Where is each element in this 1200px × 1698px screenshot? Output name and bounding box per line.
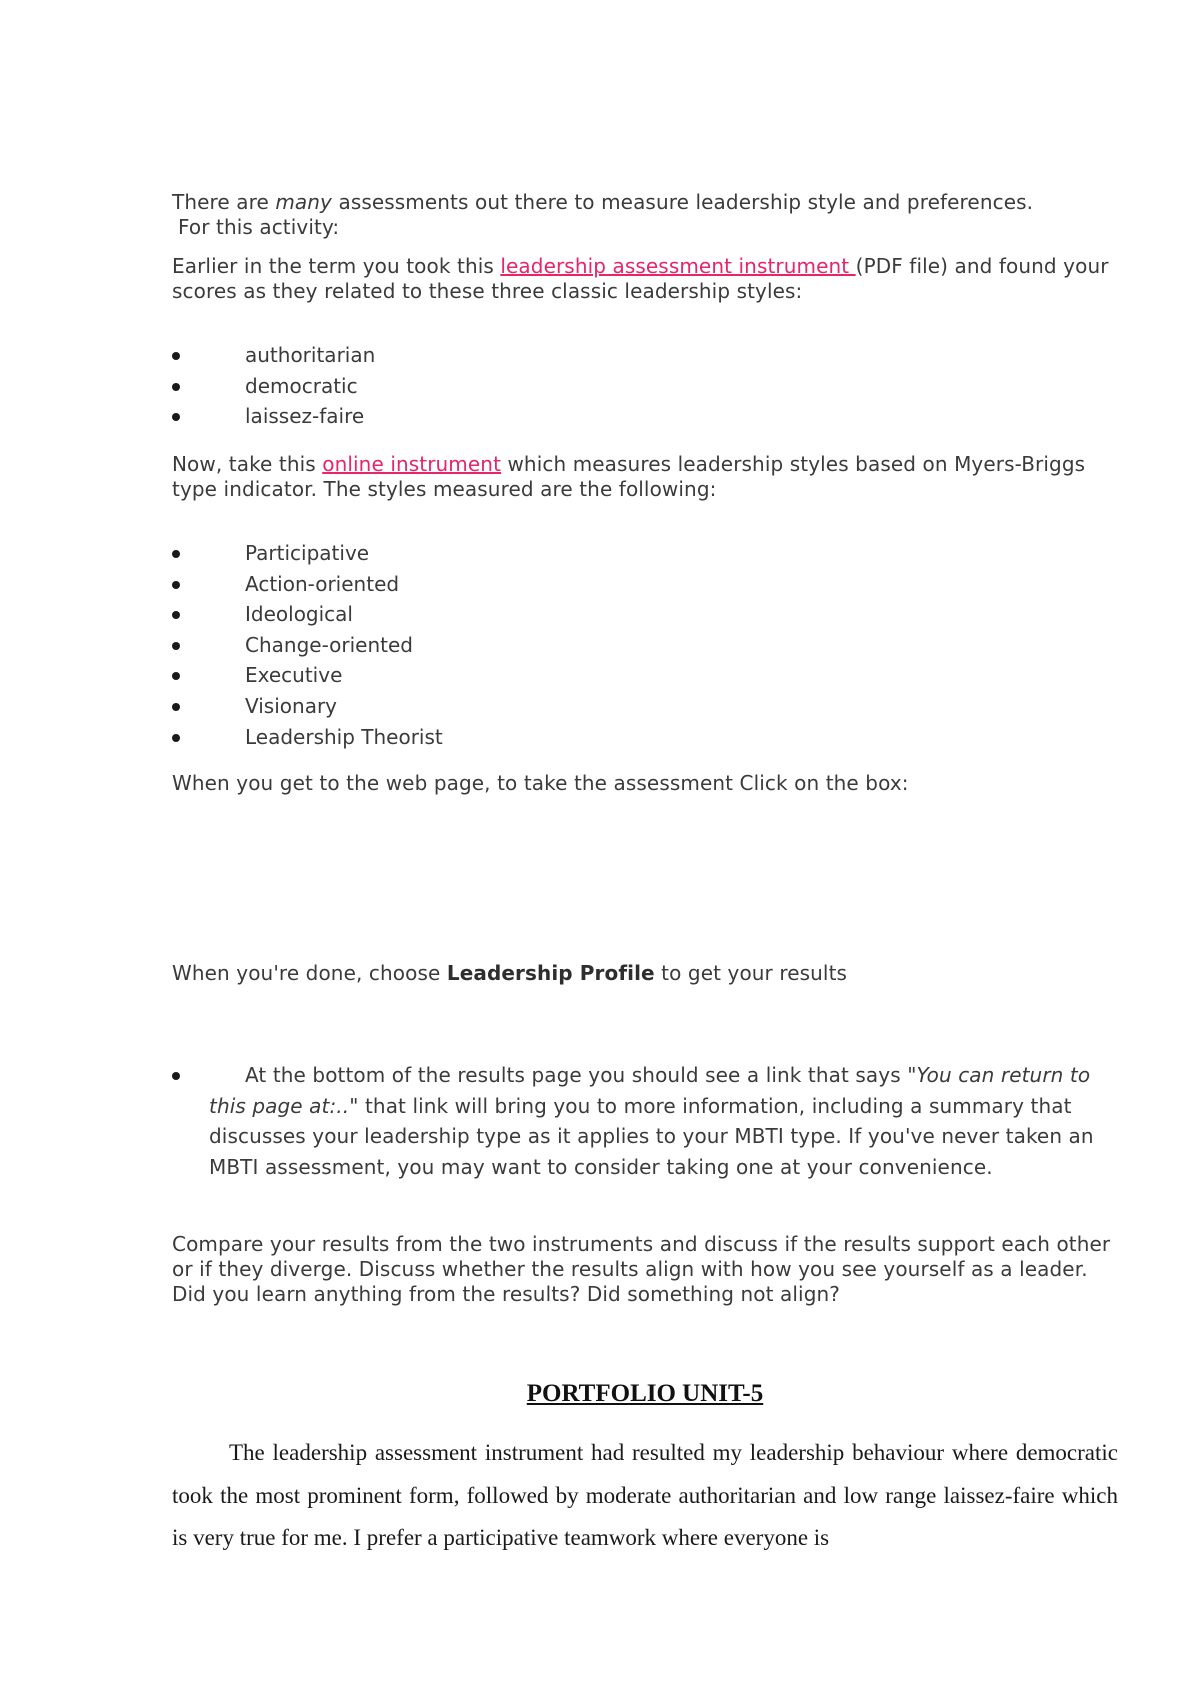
bullet-icon: [172, 581, 180, 589]
list-item: authoritarian: [172, 340, 1132, 371]
mbti-styles-list: [172, 538, 1132, 752]
list-item: Leadership Theorist: [172, 722, 1132, 753]
earlier-paragraph: Earlier in the term you took this leadership assessment instrument (PDF file) and found your scores as they related to these three classic leadership styles:: [172, 254, 1109, 303]
portfolio-heading: PORTFOLIO UNIT-5: [526, 1380, 764, 1407]
return-link-quote: You can return to this page at:..: [209, 1063, 1091, 1118]
done-text: When you're done, choose Leadership Profile to get your results: [172, 961, 848, 985]
bullet-icon: [172, 383, 180, 391]
bullet-icon: [172, 352, 180, 360]
list-item: Executive: [172, 660, 1132, 691]
bullet-icon: [172, 550, 180, 558]
list-item: Change-oriented: [172, 630, 1132, 661]
online-paragraph: Now, take this online instrument which measures leadership styles based on Myers-Briggs type indicator. The styles measured are the following:: [172, 452, 1086, 501]
intro-section: [172, 190, 1132, 304]
list-item: democratic: [172, 371, 1132, 402]
bullet-icon: [172, 703, 180, 711]
activity-line: For this activity:: [178, 215, 340, 239]
done-section: [172, 961, 1132, 986]
click-box-section: [172, 771, 1132, 796]
emphasis-many: many: [275, 190, 332, 214]
list-item: Ideological: [172, 599, 1132, 630]
portfolio-body: The leadership assessment instrument had resulted my leadership behaviour where democratic took the most prominent form, followed by moderate authoritarian and low range laissez-faire which is very true for me. I prefer a participative teamwork where everyone is: [172, 1440, 1118, 1550]
classic-styles-list: [172, 340, 1132, 432]
bullet-icon: [172, 413, 180, 421]
return-bullet: [172, 1060, 1122, 1182]
intro-paragraph: There are many assessments out there to measure leadership style and preferences.: [172, 190, 1034, 214]
list-item: laissez-faire: [172, 401, 1132, 432]
online-instrument-link[interactable]: online instrument: [322, 452, 502, 476]
compare-text: Compare your results from the two instruments and discuss if the results support each other or if they diverge. Discuss whether the results align with how you see yourself as a leader. Did you learn anything from the results? Did something not align?: [172, 1232, 1111, 1306]
compare-section: [172, 1232, 1122, 1307]
list-item: Participative: [172, 538, 1132, 569]
online-instrument-section: [172, 452, 1132, 502]
leadership-assessment-link[interactable]: leadership assessment instrument: [500, 254, 856, 278]
list-item: Action-oriented: [172, 569, 1132, 600]
bullet-icon: [172, 672, 180, 680]
bullet-icon: [172, 1072, 180, 1080]
bullet-icon: [172, 642, 180, 650]
return-text: At the bottom of the results page you should see a link that says "You can return to this page at:.." that link will bring you to more information, including a summary that discusses your leadership type as it applies to your MBTI type. If you've never taken an MBTI assessment, you may want to consider taking one at your convenience.: [209, 1063, 1094, 1179]
bullet-icon: [172, 611, 180, 619]
click-box-text: When you get to the web page, to take the assessment Click on the box:: [172, 771, 909, 795]
leadership-profile-label: Leadership Profile: [446, 961, 655, 985]
list-item: Visionary: [172, 691, 1132, 722]
bullet-icon: [172, 734, 180, 742]
